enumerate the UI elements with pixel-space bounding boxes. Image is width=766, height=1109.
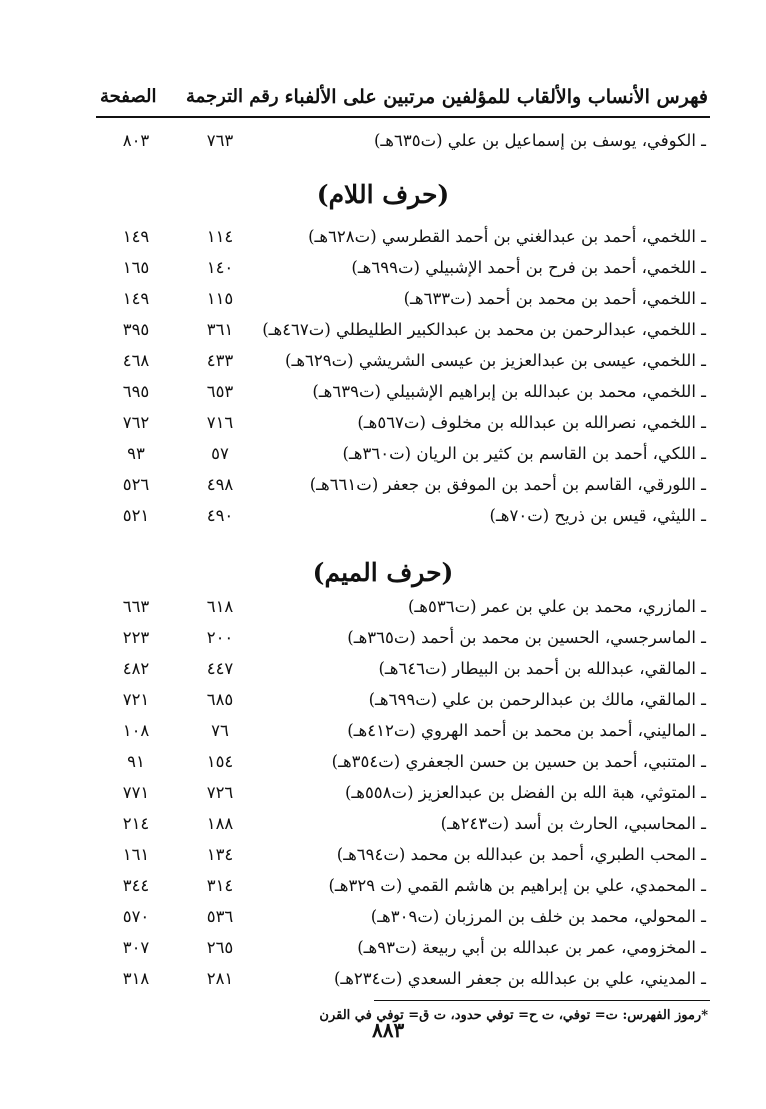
index-row: [96, 597, 706, 627]
entry-tarjama-number: ٤٣٣: [206, 351, 234, 370]
index-row: [96, 131, 706, 161]
index-row: [96, 721, 706, 751]
header-rule: [96, 116, 710, 118]
index-row: [96, 444, 706, 474]
entry-tarjama-number: ٧١٦: [206, 413, 234, 432]
entry-name: ـ اللكي، أحمد بن القاسم بن كثير بن الريان (ت٣٦٠هـ): [342, 444, 706, 463]
entry-name: ـ المحمدي، علي بن إبراهيم بن هاشم القمي (ت ٣٢٩هـ): [328, 876, 706, 895]
entry-tarjama-number: ٧٢٦: [206, 783, 234, 802]
entry-page-number: ١٦٥: [122, 258, 150, 277]
entry-name: ـ المتوثي، هبة الله بن الفضل بن عبدالعزيز (ت٥٥٨هـ): [344, 783, 706, 802]
entry-name: ـ المخزومي، عمر بن عبدالله بن أبي ربيعة (ت٩٣هـ): [357, 938, 706, 957]
column-header-tarjama: رقم الترجمة: [186, 86, 279, 107]
entry-page-number: ٥٢١: [122, 506, 150, 525]
entry-tarjama-number: ٤٩٨: [206, 475, 234, 494]
entry-name: ـ الماليني، أحمد بن محمد بن أحمد الهروي (ت٤١٢هـ): [347, 721, 706, 740]
entry-tarjama-number: ٦٥٣: [206, 382, 234, 401]
index-row: [96, 814, 706, 844]
index-row: [96, 628, 706, 658]
entry-name: ـ المالقي، عبدالله بن أحمد بن البيطار (ت٦٤٦هـ): [378, 659, 706, 678]
section-title-mim: (حرف الميم): [312, 558, 454, 587]
entry-tarjama-number: ١٨٨: [206, 814, 234, 833]
index-row: [96, 845, 706, 875]
entry-page-number: ١٦١: [122, 845, 150, 864]
index-row: [96, 289, 706, 319]
index-row: [96, 659, 706, 689]
entry-tarjama-number: ٥٧: [211, 444, 229, 463]
index-row: [96, 752, 706, 782]
entry-name: ـ اللخمي، عبدالرحمن بن محمد بن عبدالكبير الطليطلي (ت٤٦٧هـ): [262, 320, 706, 339]
entry-name: ـ الليثي، قيس بن ذريح (ت٧٠هـ): [489, 506, 706, 525]
page-number: ٨٨٣: [372, 1018, 405, 1042]
entry-page-number: ٣٤٤: [122, 876, 150, 895]
entry-name: ـ اللخمي، أحمد بن عبدالغني بن أحمد القطرسي (ت٦٢٨هـ): [308, 227, 706, 246]
entry-page-number: ٨٠٣: [122, 131, 150, 150]
index-row: [96, 969, 706, 999]
entry-tarjama-number: ٧٦٣: [206, 131, 234, 150]
entry-name: ـ المازري، محمد بن علي بن عمر (ت٥٣٦هـ): [408, 597, 706, 616]
index-row: [96, 783, 706, 813]
entry-name: ـ الماسرجسي، الحسين بن محمد بن أحمد (ت٣٦٥هـ): [347, 628, 706, 647]
entry-page-number: ٥٧٠: [122, 907, 150, 926]
index-row: [96, 475, 706, 505]
section-title-lam: (حرف اللام): [316, 180, 450, 209]
entry-tarjama-number: ٣١٤: [206, 876, 234, 895]
index-row: [96, 351, 706, 381]
footnote-rule: [374, 1000, 710, 1001]
entry-tarjama-number: ٢٦٥: [206, 938, 234, 957]
entry-page-number: ٧٦٢: [122, 413, 150, 432]
entry-name: ـ المحاسبي، الحارث بن أسد (ت٢٤٣هـ): [440, 814, 706, 833]
index-row: [96, 938, 706, 968]
entry-page-number: ٢١٤: [122, 814, 150, 833]
footnote: *رموز الفهرس: ت= توفي، ت ح= توفي حدود، ت ق= توفي في القرن: [319, 1008, 708, 1023]
entry-name: ـ الكوفي، يوسف بن إسماعيل بن علي (ت٦٣٥هـ): [374, 131, 706, 150]
entry-page-number: ١٤٩: [122, 289, 150, 308]
entry-page-number: ١٠٨: [122, 721, 150, 740]
entry-tarjama-number: ١١٤: [206, 227, 234, 246]
entry-tarjama-number: ٢٠٠: [206, 628, 234, 647]
entry-name: ـ المديني، علي بن عبدالله بن جعفر السعدي (ت٢٣٤هـ): [333, 969, 706, 988]
entry-tarjama-number: ١١٥: [206, 289, 234, 308]
entry-name: ـ اللورقي، القاسم بن أحمد بن الموفق بن جعفر (ت٦٦١هـ): [309, 475, 706, 494]
entry-page-number: ٣٩٥: [122, 320, 150, 339]
entry-name: ـ اللخمي، أحمد بن فرح بن أحمد الإشبيلي (ت٦٩٩هـ): [351, 258, 706, 277]
entry-tarjama-number: ٦١٨: [206, 597, 234, 616]
index-row: [96, 320, 706, 350]
entry-page-number: ١٤٩: [122, 227, 150, 246]
entry-page-number: ٤٦٨: [122, 351, 150, 370]
entry-name: ـ اللخمي، عيسى بن عبدالعزيز بن عيسى الشريشي (ت٦٢٩هـ): [285, 351, 706, 370]
entry-page-number: ٧٧١: [122, 783, 150, 802]
index-row: [96, 227, 706, 257]
entry-page-number: ٢٢٣: [122, 628, 150, 647]
entry-page-number: ٤٨٢: [122, 659, 150, 678]
entry-tarjama-number: ٤٩٠: [206, 506, 234, 525]
entry-tarjama-number: ٣٦١: [206, 320, 234, 339]
entry-page-number: ٣٠٧: [122, 938, 150, 957]
entry-page-number: ٣١٨: [122, 969, 150, 988]
entry-name: ـ اللخمي، محمد بن عبدالله بن إبراهيم الإشبيلي (ت٦٣٩هـ): [312, 382, 706, 401]
index-row: [96, 690, 706, 720]
entry-tarjama-number: ١٤٠: [206, 258, 234, 277]
entry-name: ـ المالقي، مالك بن عبدالرحمن بن علي (ت٦٩٩هـ): [368, 690, 706, 709]
entry-tarjama-number: ٤٤٧: [206, 659, 234, 678]
column-header-page: الصفحة: [100, 86, 157, 107]
entry-page-number: ٥٢٦: [122, 475, 150, 494]
index-row: [96, 907, 706, 937]
entry-name: ـ اللخمي، نصرالله بن عبدالله بن مخلوف (ت٥٦٧هـ): [357, 413, 706, 432]
entry-tarjama-number: ٧٦: [211, 721, 229, 740]
entry-tarjama-number: ١٣٤: [206, 845, 234, 864]
entry-tarjama-number: ٢٨١: [206, 969, 234, 988]
entry-name: ـ اللخمي، أحمد بن محمد بن أحمد (ت٦٣٣هـ): [403, 289, 706, 308]
entry-page-number: ٦٩٥: [122, 382, 150, 401]
entry-page-number: ٧٢١: [122, 690, 150, 709]
index-row: [96, 876, 706, 906]
index-row: [96, 413, 706, 443]
entry-tarjama-number: ١٥٤: [206, 752, 234, 771]
index-row: [96, 506, 706, 536]
index-row: [96, 382, 706, 412]
entry-name: ـ المتنبي، أحمد بن حسين بن حسن الجعفري (ت٣٥٤هـ): [331, 752, 706, 771]
entry-page-number: ٩٣: [127, 444, 145, 463]
entry-name: ـ المحولي، محمد بن خلف بن المرزبان (ت٣٠٩هـ): [370, 907, 706, 926]
entry-page-number: ٩١: [127, 752, 145, 771]
entry-name: ـ المحب الطبري، أحمد بن عبدالله بن محمد (ت٦٩٤هـ): [336, 845, 706, 864]
entry-tarjama-number: ٦٨٥: [206, 690, 234, 709]
running-header-title: فهرس الأنساب والألقاب للمؤلفين مرتبين على الألفباء: [284, 86, 708, 108]
index-row: [96, 258, 706, 288]
entry-tarjama-number: ٥٣٦: [206, 907, 234, 926]
entry-page-number: ٦٦٣: [122, 597, 150, 616]
